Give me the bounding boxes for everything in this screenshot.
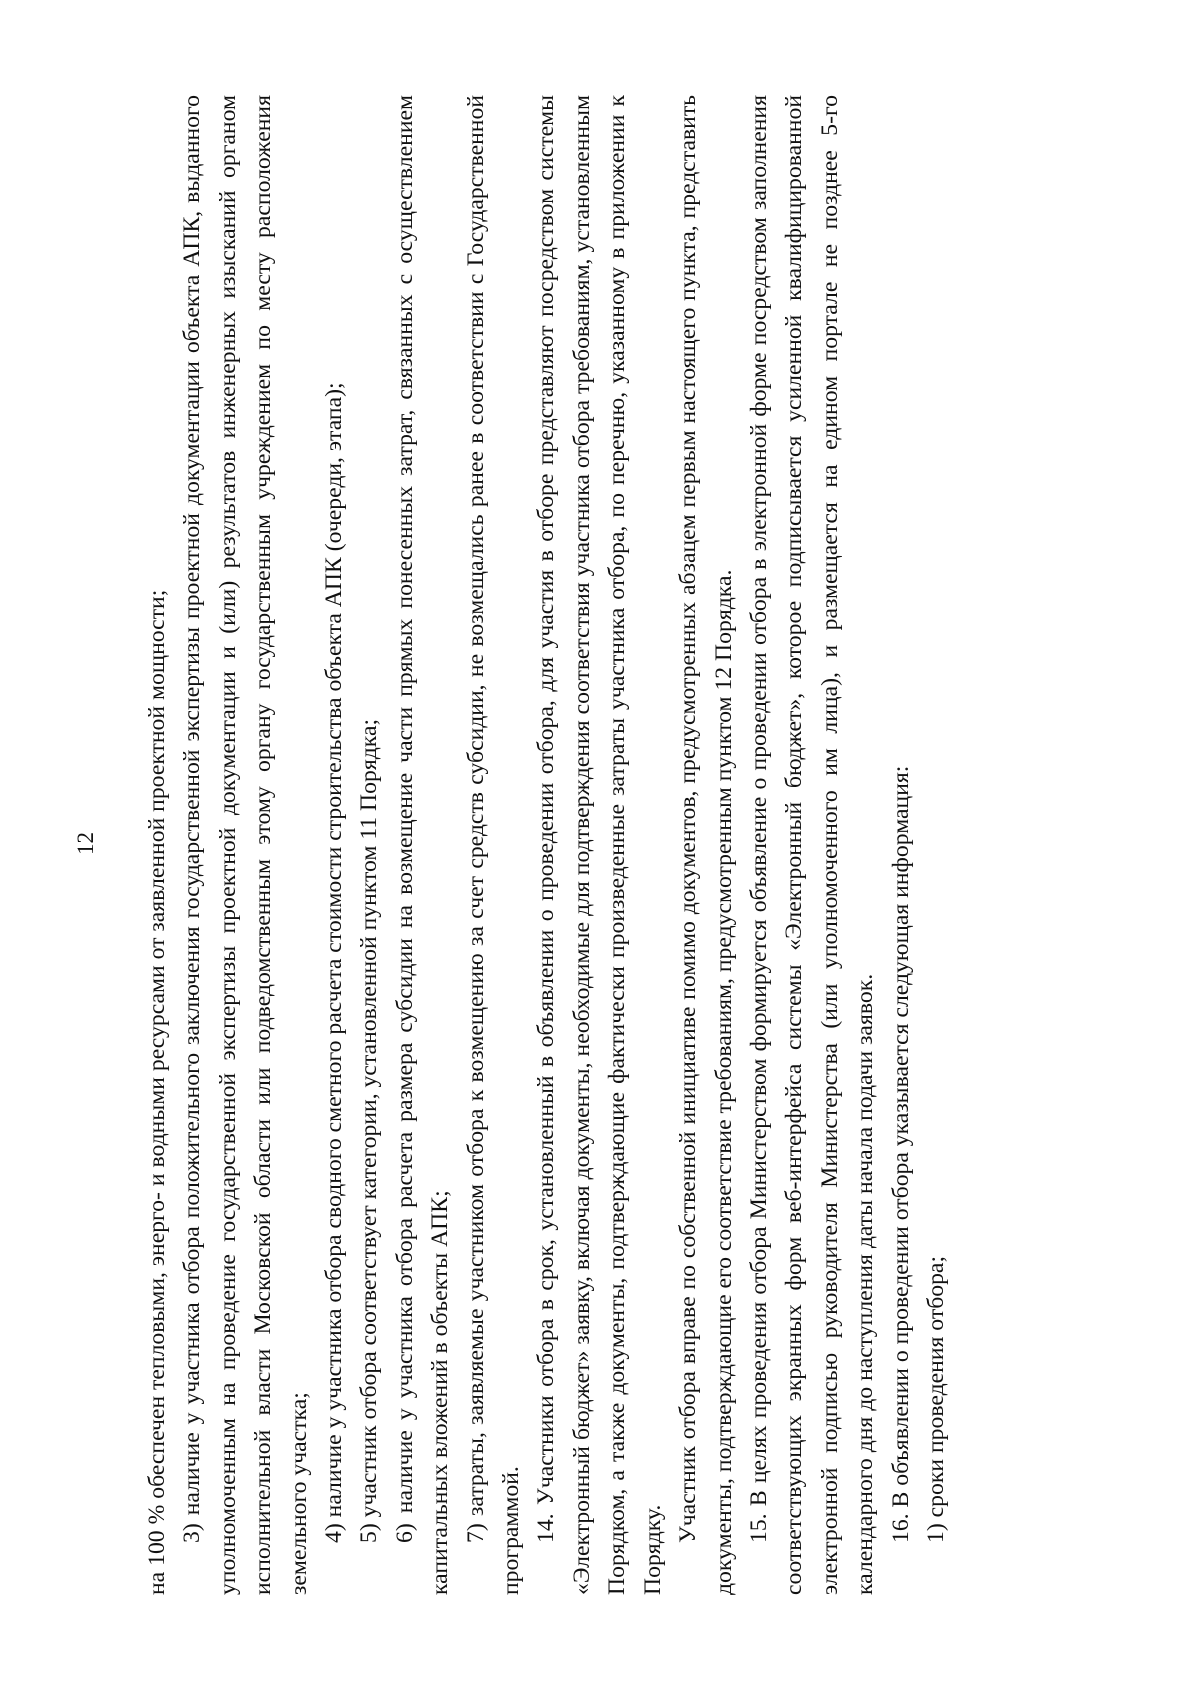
paragraph: 3) наличие у участника отбора положительного заключения государственной экспертизы проектной документации объекта АПК, выданного уполномоченным на проведение государственной экспертизы проектной документации и (или) результатов инженерных изысканий органом исполнительной власти Московской области или подведомственным этому органу государственным учреждением по месту расположения земельного участка; — [179, 95, 312, 1595]
paragraph: 4) наличие у участника отбора сводного сметного расчета стоимости строительства объекта АПК (очереди, этапа); — [321, 382, 348, 1543]
paragraph: 6) наличие у участника отбора расчета размера субсидии на возмещение части прямых понесенных затрат, связанных с осуществлением капитальных вложений в объекты АПК; — [391, 95, 454, 1595]
paragraph: 14. Участники отбора в срок, установленный в объявлении о проведении отбора, для участия в отборе представляют посредством системы «Электронный бюджет» заявку, включая документы, необходимые для подтверждения соответствия участника отбора требованиям, установленным Порядком, а также документы, подтверждающие фактически произведенные затраты участника отбора, по перечню, указанному в приложении к Порядку. — [533, 95, 666, 1595]
document-body — [140, 95, 954, 1595]
paragraph: на 100 % обеспечен тепловыми, энерго- и водными ресурсами от заявленной проектной мощности; — [144, 589, 170, 1595]
paragraph: 15. В целях проведения отбора Министерством формируется объявление о проведении отбора в электронной форме посредством заполнения соответствующих экранных форм веб-интерфейса системы «Электронный бюджет», которое подписывается усиленной квалифицированной электронной подписью руководителя Министерства (или уполномоченного им лица), и размещается на едином портале не позднее 5-го календарного дня до наступления даты начала подачи заявок. — [745, 95, 879, 1595]
paragraph: 5) участник отбора соответствует категории, установленной пунктом 11 Порядка; — [356, 718, 383, 1543]
paragraph: Участник отбора вправе по собственной инициативе помимо документов, предусмотренных абзацем первым настоящего пункта, представить документы, подтверждающие его соответствие требованиям, предусмотренным пунктом 12 Порядка. — [675, 95, 737, 1595]
rotated-page-content — [73, 95, 1040, 1595]
paragraph: 1) сроки проведения отбора; — [922, 1255, 949, 1543]
page-number: 12 — [73, 832, 98, 855]
paragraph: 16. В объявлении о проведении отбора указывается следующая информация: — [887, 765, 914, 1543]
paragraph: 7) затраты, заявляемые участником отбора к возмещению за счет средств субсидии, не возмещались ранее в соответствии с Государственной программой. — [462, 95, 525, 1595]
